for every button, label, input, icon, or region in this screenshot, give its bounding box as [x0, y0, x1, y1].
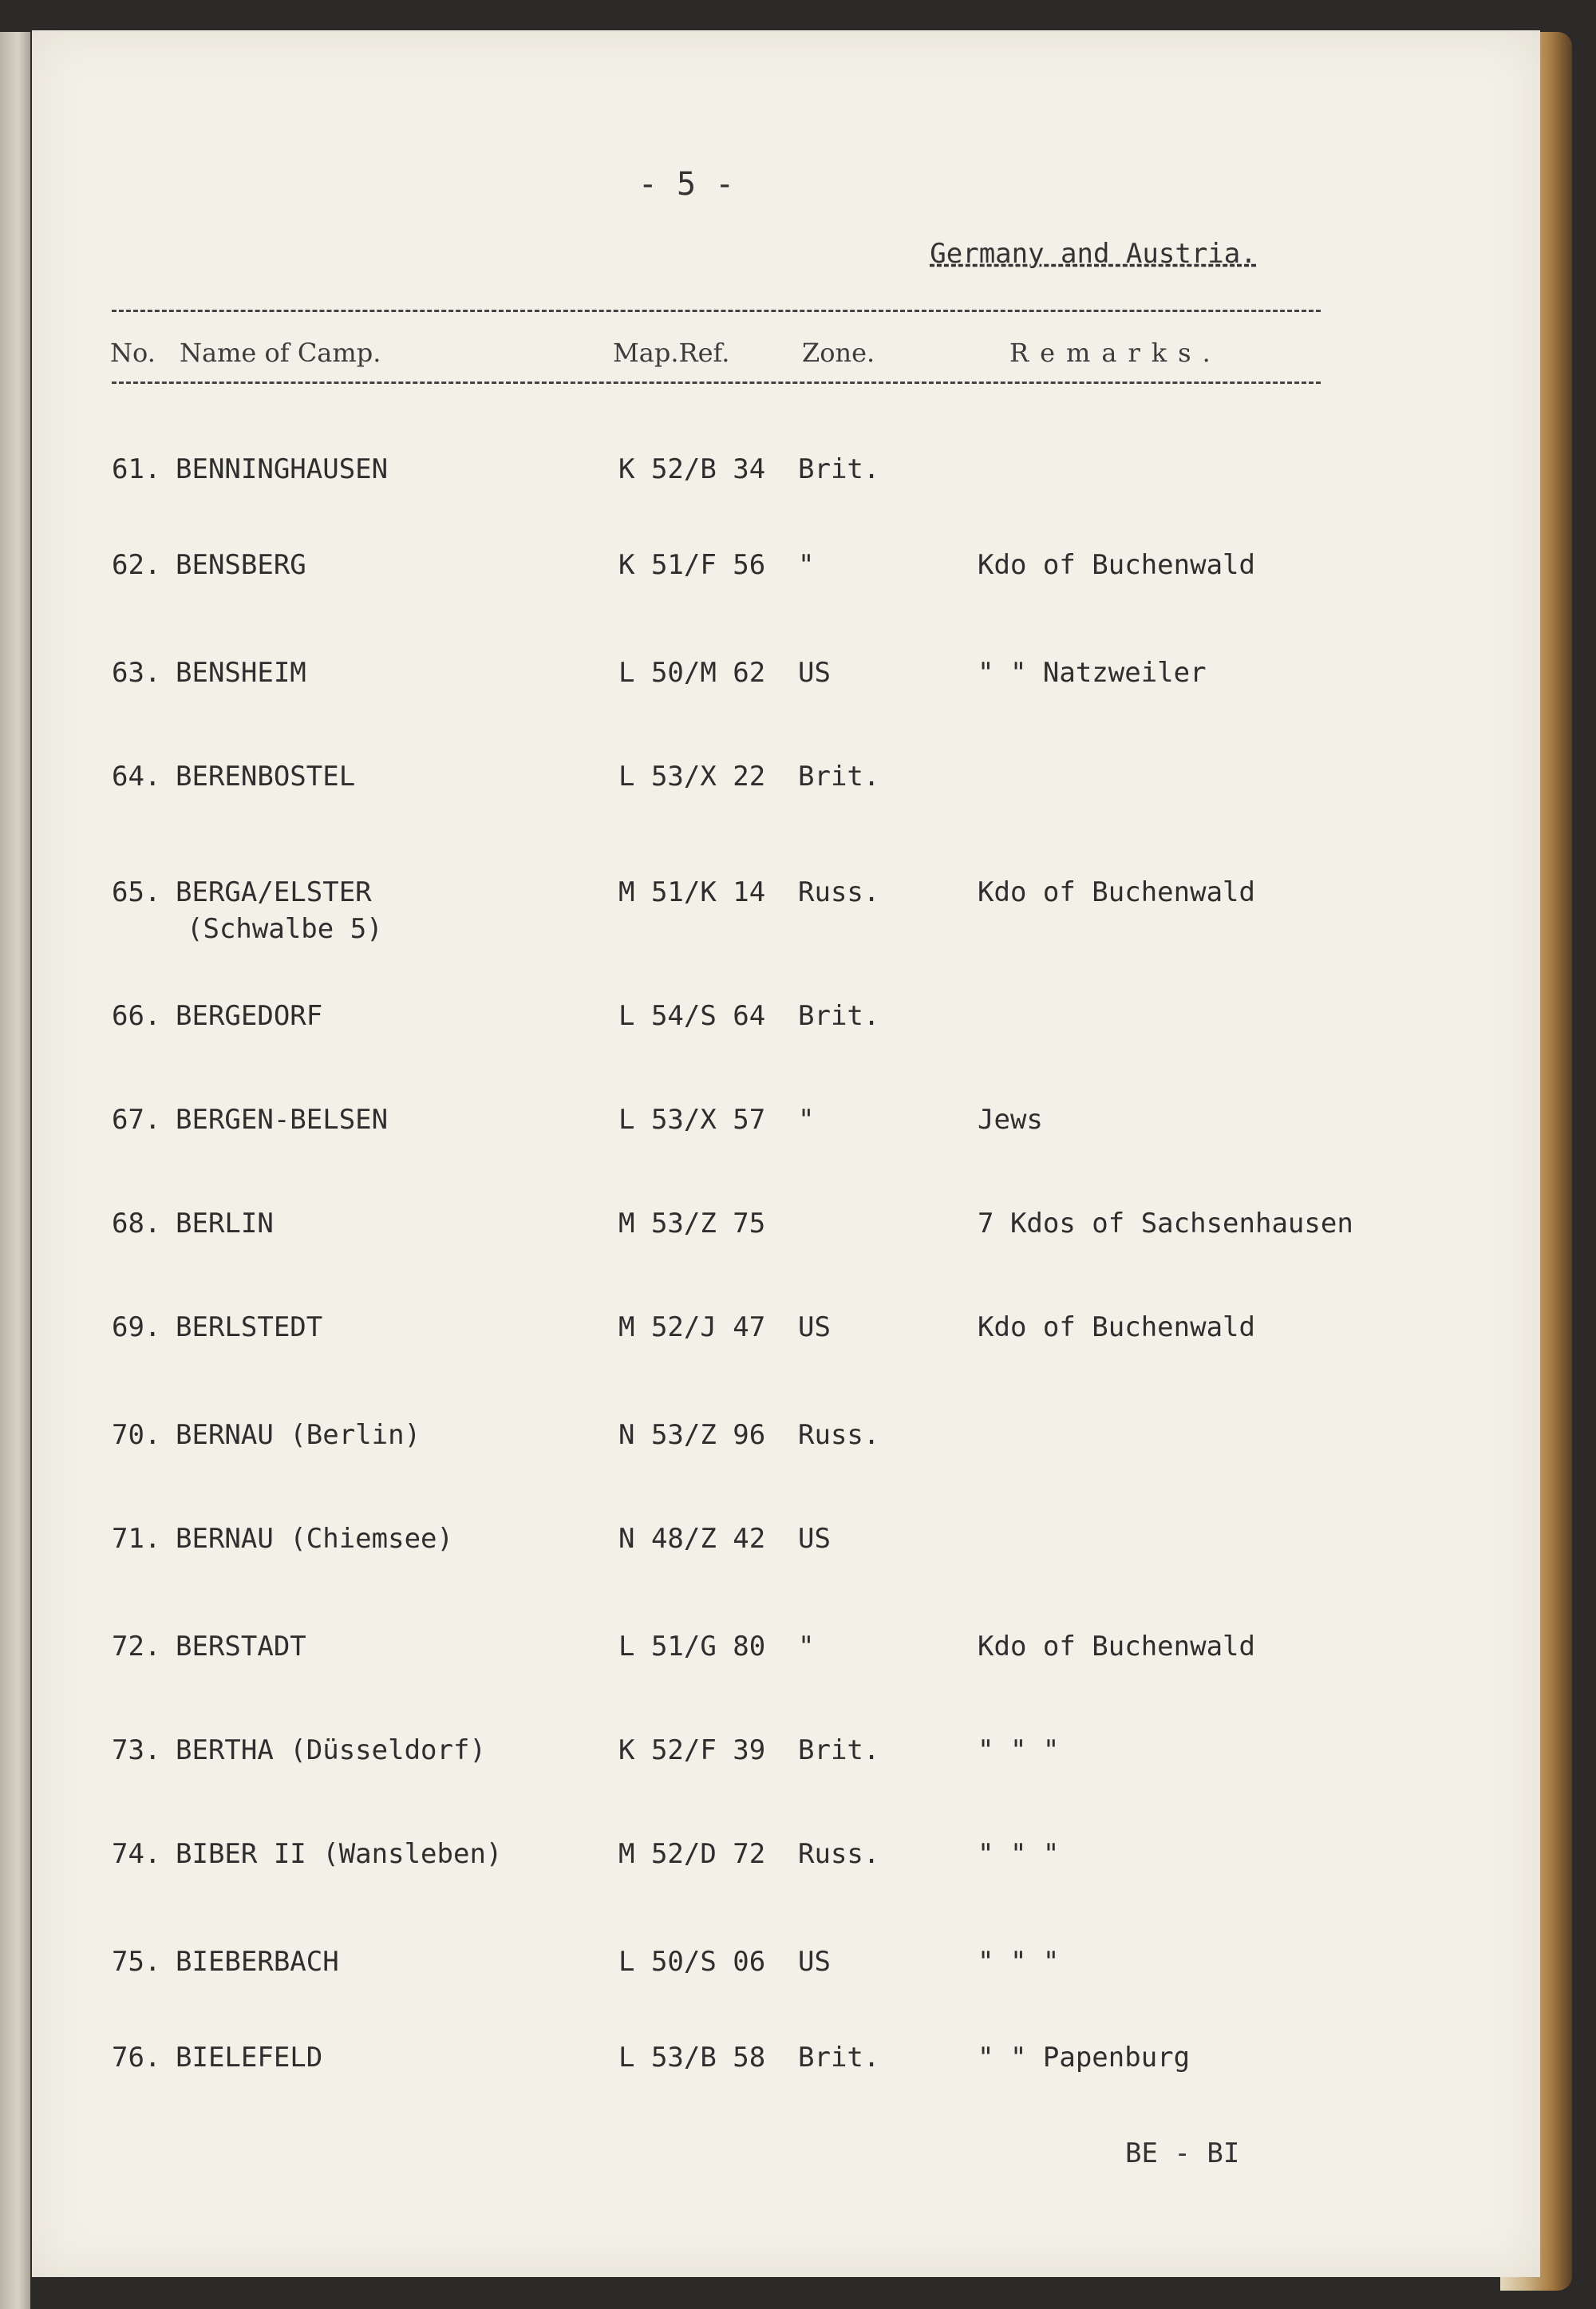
map-reference: L 54/S 64: [618, 1000, 766, 1032]
entry-number: 65.: [112, 876, 161, 908]
table-row: [32, 1631, 1540, 1694]
remarks: Kdo of Buchenwald: [978, 1311, 1255, 1343]
book-binding: [0, 32, 30, 2309]
zone: Brit.: [798, 1734, 880, 1766]
remarks: Kdo of Buchenwald: [978, 549, 1255, 581]
zone: ": [798, 549, 815, 581]
header-name: Name of Camp.: [180, 338, 381, 368]
header-no: No.: [110, 338, 156, 368]
entry-number: 73.: [112, 1734, 161, 1766]
camp-name: BERSTADT: [176, 1631, 306, 1663]
remarks: " " Natzweiler: [978, 657, 1207, 689]
zone: Russ.: [798, 1419, 880, 1451]
camp-name-cell: [176, 1946, 339, 1978]
header-bottom-rule: [112, 382, 1321, 384]
zone: US: [798, 1523, 831, 1555]
zone: Brit.: [798, 2042, 880, 2074]
table-row: [32, 1734, 1540, 1798]
table-row: [32, 657, 1540, 721]
entry-number: 68.: [112, 1208, 161, 1240]
entry-number: 70.: [112, 1419, 161, 1451]
header-top-rule: [112, 310, 1321, 312]
remarks: " " Papenburg: [978, 2042, 1191, 2074]
page-number: - 5 -: [638, 166, 735, 203]
table-row: [32, 1946, 1540, 2010]
header-map-ref: Map.Ref.: [613, 338, 730, 368]
table-row: [32, 1419, 1540, 1483]
remarks: Kdo of Buchenwald: [978, 1631, 1255, 1663]
region-title: Germany and Austria.: [930, 238, 1257, 270]
camp-name: BERLIN: [176, 1208, 274, 1240]
map-reference: K 51/F 56: [618, 549, 766, 581]
camp-name-cell: [176, 876, 383, 945]
zone: US: [798, 1946, 831, 1978]
camp-name-cell: [176, 761, 355, 793]
zone: Brit.: [798, 761, 880, 793]
camp-name: BIBER II (Wansleben): [176, 1838, 503, 1870]
camp-name-cell: [176, 1311, 322, 1343]
entry-number: 63.: [112, 657, 161, 689]
entry-number: 67.: [112, 1104, 161, 1136]
document-page: [32, 30, 1540, 2277]
map-reference: N 53/Z 96: [618, 1419, 766, 1451]
camp-name: BIEBERBACH: [176, 1946, 339, 1978]
map-reference: L 50/S 06: [618, 1946, 766, 1978]
entry-number: 61.: [112, 453, 161, 485]
camp-name: BERGA/ELSTER: [176, 876, 372, 908]
table-row: [32, 1000, 1540, 1064]
entry-number: 66.: [112, 1000, 161, 1032]
remarks: " " ": [978, 1734, 1060, 1766]
entry-number: 71.: [112, 1523, 161, 1555]
map-reference: K 52/F 39: [618, 1734, 766, 1766]
table-row: [32, 761, 1540, 824]
table-row: [32, 1838, 1540, 1902]
table-row: [32, 549, 1540, 613]
remarks: 7 Kdos of Sachsenhausen: [978, 1208, 1353, 1240]
map-reference: L 53/B 58: [618, 2042, 766, 2074]
map-reference: M 52/D 72: [618, 1838, 766, 1870]
entry-number: 75.: [112, 1946, 161, 1978]
map-reference: M 52/J 47: [618, 1311, 766, 1343]
table-row: [32, 453, 1540, 517]
table-row: [32, 1104, 1540, 1168]
camp-name: BERGEN-BELSEN: [176, 1104, 389, 1136]
header-remarks: Remarks.: [1009, 338, 1222, 368]
camp-name: BENSBERG: [176, 549, 306, 581]
map-reference: L 53/X 22: [618, 761, 766, 793]
map-reference: L 53/X 57: [618, 1104, 766, 1136]
remarks: Jews: [978, 1104, 1043, 1136]
map-reference: N 48/Z 42: [618, 1523, 766, 1555]
camp-name: BERNAU (Berlin): [176, 1419, 421, 1451]
zone: ": [798, 1104, 815, 1136]
zone: ": [798, 1631, 815, 1663]
zone: US: [798, 1311, 831, 1343]
remarks: " " ": [978, 1946, 1060, 1978]
entry-number: 62.: [112, 549, 161, 581]
entry-number: 72.: [112, 1631, 161, 1663]
map-reference: L 50/M 62: [618, 657, 766, 689]
map-reference: L 51/G 80: [618, 1631, 766, 1663]
entry-number: 74.: [112, 1838, 161, 1870]
map-reference: M 53/Z 75: [618, 1208, 766, 1240]
camp-name-cell: [176, 2042, 322, 2074]
table-row: [32, 876, 1540, 945]
camp-name: BIELEFELD: [176, 2042, 323, 2074]
zone: Russ.: [798, 876, 880, 908]
map-reference: M 51/K 14: [618, 876, 766, 908]
camp-name-cell: [176, 657, 306, 689]
zone: Russ.: [798, 1838, 880, 1870]
map-reference: K 52/B 34: [618, 453, 766, 485]
camp-name: BERGEDORF: [176, 1000, 323, 1032]
camp-name-cell: [176, 1631, 306, 1663]
zone: Brit.: [798, 1000, 880, 1032]
table-row: [32, 1523, 1540, 1587]
entry-number: 76.: [112, 2042, 161, 2074]
camp-name: BERENBOSTEL: [176, 761, 356, 793]
remarks: Kdo of Buchenwald: [978, 876, 1255, 908]
camp-name-cell: [176, 1419, 421, 1451]
camp-name-cell: [176, 1208, 274, 1240]
camp-name: BERTHA (Düsseldorf): [176, 1734, 486, 1766]
camp-name: BERLSTEDT: [176, 1311, 323, 1343]
entry-number: 64.: [112, 761, 161, 793]
camp-name-cell: [176, 1523, 453, 1555]
camp-name-cell: [176, 1734, 486, 1766]
table-row: [32, 1208, 1540, 1271]
camp-name: BENNINGHAUSEN: [176, 453, 389, 485]
header-zone: Zone.: [802, 338, 875, 368]
zone: Brit.: [798, 453, 880, 485]
camp-name-subtitle: (Schwalbe 5): [187, 913, 383, 945]
camp-name-cell: [176, 1838, 502, 1870]
camp-name-cell: [176, 1000, 322, 1032]
camp-name-cell: [176, 1104, 388, 1136]
entry-number: 69.: [112, 1311, 161, 1343]
table-row: [32, 1311, 1540, 1375]
camp-name: BERNAU (Chiemsee): [176, 1523, 453, 1555]
page-footer: BE - BI: [1125, 2137, 1240, 2169]
camp-name-cell: [176, 453, 388, 485]
camp-name: BENSHEIM: [176, 657, 306, 689]
camp-name-cell: [176, 549, 306, 581]
zone: US: [798, 657, 831, 689]
table-row: [32, 2042, 1540, 2105]
remarks: " " ": [978, 1838, 1060, 1870]
